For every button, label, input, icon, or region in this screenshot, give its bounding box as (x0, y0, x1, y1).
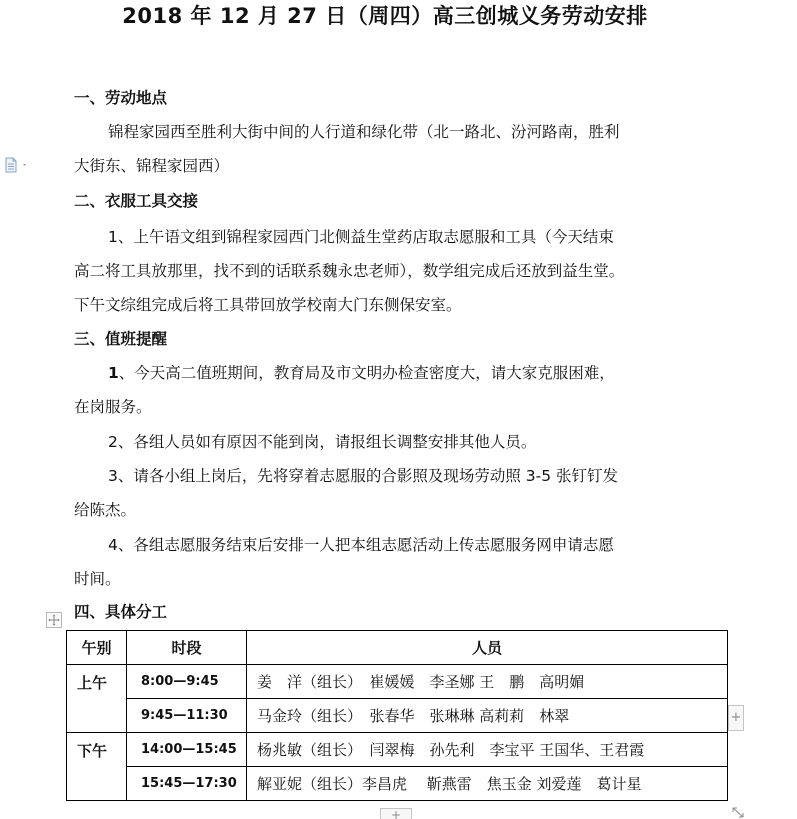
paragraph-line: 下午文综组完成后将工具带回放学校南大门东侧保安室。 (74, 296, 462, 314)
paragraph-line: 给陈杰。 (74, 501, 137, 519)
reminder-text: 、今天高二值班期间，教育局及市文明办检查密度大，请大家克服困难， (118, 364, 615, 382)
section-heading-location: 一、劳动地点 (74, 89, 168, 107)
time-cell: 9:45—11:30 (127, 699, 247, 733)
time-cell: 14:00—15:45 (127, 733, 247, 767)
table-row (67, 733, 728, 767)
table-resize-icon[interactable] (731, 806, 745, 819)
header-period: 午别 (67, 631, 127, 665)
section-heading-reminders: 三、值班提醒 (74, 330, 168, 348)
paragraph-line: 3、请各小组上岗后，先将穿着志愿服的合影照及现场劳动照 3-5 张钉钉发 (108, 467, 619, 485)
document-title: 2018 年 12 月 27 日（周四）高三创城义务劳动安排 (122, 4, 648, 28)
paragraph-line: 4、各组志愿服务结束后安排一人把本组志愿活动上传志愿服务网申请志愿 (108, 536, 614, 554)
table-row (67, 699, 728, 733)
reminder-item-4 (74, 534, 694, 602)
paragraph-line: 在岗服务。 (74, 398, 152, 416)
paragraph-line: 2、各组人员如有原因不能到岗，请报组长调整安排其他人员。 (108, 433, 537, 451)
people-cell: 姜 洋（组长） 崔媛媛 李圣娜 王 鹏 高明媚 (247, 665, 728, 699)
paragraph-line: 高二将工具放那里，找不到的话联系魏永忠老师），数学组完成后还放到益生堂。 (74, 262, 625, 280)
reminder-item-3 (74, 465, 694, 533)
period-cell: 下午 (67, 733, 127, 801)
location-paragraph (74, 121, 694, 189)
add-row-button[interactable]: + (380, 808, 412, 819)
people-cell: 杨兆敏（组长） 闫翠梅 孙先利 李宝平 王国华、王君霞 (247, 733, 728, 767)
handover-paragraph (74, 226, 694, 328)
section-heading-assignment: 四、具体分工 (74, 603, 168, 621)
time-cell: 8:00—9:45 (127, 665, 247, 699)
people-cell: 解亚妮（组长）李昌虎 靳燕雷 焦玉金 刘爱莲 葛计星 (247, 767, 728, 801)
section-heading-handover: 二、衣服工具交接 (74, 192, 199, 210)
header-time: 时段 (127, 631, 247, 665)
table-row (67, 767, 728, 801)
table-header-row (67, 631, 728, 665)
document-options-icon[interactable] (4, 157, 30, 173)
time-cell: 15:45—17:30 (127, 767, 247, 801)
reminder-item-2 (74, 431, 694, 465)
paragraph-line: 锦程家园西至胜利大街中间的人行道和绿化带（北一路北、汾河路南，胜利 (108, 123, 620, 141)
paragraph-line: 1、上午语文组到锦程家园西门北侧益生堂药店取志愿服和工具（今天结束 (108, 228, 614, 246)
paragraph-line (74, 362, 694, 396)
reminder-item-1 (74, 362, 694, 430)
people-cell: 马金玲（组长） 张春华 张琳琳 高莉莉 林翠 (247, 699, 728, 733)
table-row (67, 665, 728, 699)
paragraph-line: 大街东、锦程家园西） (74, 157, 230, 175)
paragraph-line: 时间。 (74, 570, 121, 588)
period-cell: 上午 (67, 665, 127, 733)
add-column-button[interactable]: + (728, 705, 744, 731)
header-people: 人员 (247, 631, 728, 665)
reminder-number: 1 (108, 364, 119, 382)
table-move-handle-icon[interactable] (46, 612, 62, 628)
duty-table (66, 630, 728, 801)
